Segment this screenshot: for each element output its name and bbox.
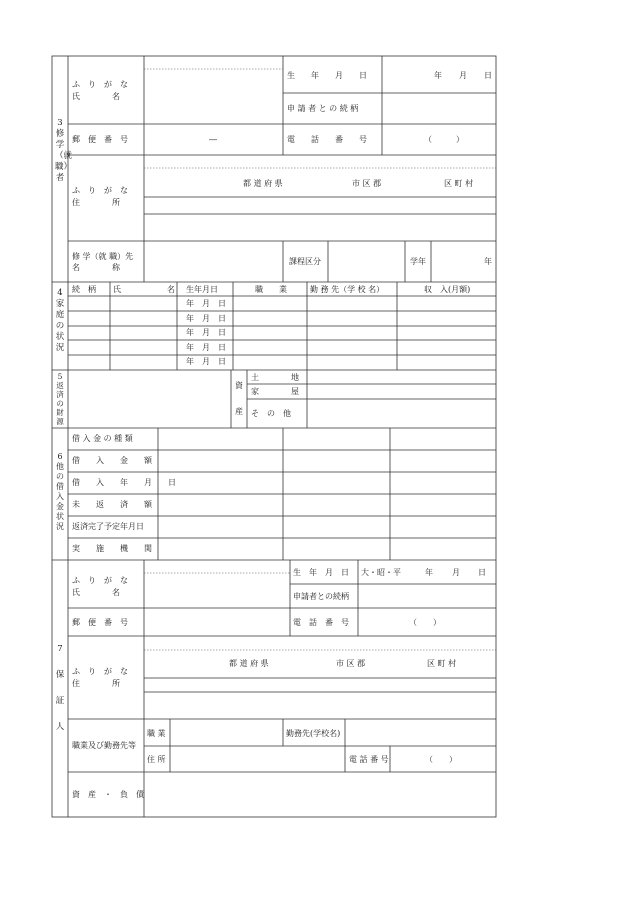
s7-assets-liabilities-label: 資 産 ・ 負 債 bbox=[72, 790, 144, 799]
s4-row-date: 年 月 日 bbox=[186, 328, 226, 337]
s4-income-header: 収 入(月額) bbox=[424, 285, 471, 294]
s4-birthdate-header: 生年月日 bbox=[186, 285, 218, 294]
section-7-heading: 7保証人 bbox=[55, 644, 65, 732]
s3-phone-paren: （ ） bbox=[424, 135, 464, 144]
s5-land-label: 土 地 bbox=[251, 373, 299, 382]
s7-town-label: 区 町 村 bbox=[427, 659, 457, 668]
section-6-heading: 6他の借入金状況 bbox=[56, 452, 64, 531]
s4-name-header-2: 名 bbox=[167, 285, 175, 294]
s3-school-label-1: 修 学（就 職）先 bbox=[72, 252, 134, 261]
s4-row-date: 年 月 日 bbox=[186, 357, 226, 366]
section-3-heading: 3修学（就職）者 bbox=[55, 118, 73, 183]
s7-month-unit: 月 bbox=[452, 568, 460, 577]
s7-phone2-paren: （ ） bbox=[425, 755, 457, 764]
s6-completion-label: 返済完了予定年月日 bbox=[72, 522, 144, 531]
s4-row-date: 年 月 日 bbox=[186, 299, 226, 308]
s3-day-unit: 日 bbox=[484, 71, 492, 80]
s7-address-furigana-label: ふ り が な bbox=[72, 667, 128, 676]
s7-prefecture-label: 都 道 府 県 bbox=[229, 659, 269, 668]
s7-occupation-label: 職 業 bbox=[147, 729, 166, 738]
s7-occupation-workplace-label: 職業及び勤務先等 bbox=[72, 741, 136, 750]
s3-relationship-label: 申 請 者 と の 続 柄 bbox=[287, 104, 359, 113]
s7-postal-label: 郵 便 番 号 bbox=[72, 618, 128, 627]
s6-loan-amount-label: 借 入 金 額 bbox=[72, 456, 152, 465]
s7-birthdate-label: 生 年 月 日 bbox=[293, 568, 349, 577]
s7-year-unit: 年 bbox=[425, 568, 433, 577]
s7-city-label: 市 区 郡 bbox=[336, 659, 366, 668]
s6-loan-date-label: 借 入 年 月 日 bbox=[72, 478, 176, 487]
s3-course-label: 課程区分 bbox=[289, 257, 321, 266]
s4-row-date: 年 月 日 bbox=[186, 343, 226, 352]
s6-unpaid-label: 未 返 済 額 bbox=[72, 500, 152, 509]
s7-workplace-label: 勤務先(学校名) bbox=[286, 729, 341, 738]
s3-furigana-label: ふ り が な bbox=[72, 80, 128, 89]
s3-phone-label: 電 話 番 号 bbox=[287, 135, 367, 144]
s7-name-label: 氏 名 bbox=[72, 588, 120, 597]
s3-name-label: 氏 名 bbox=[72, 92, 120, 101]
s4-occupation-header: 職 業 bbox=[255, 285, 287, 294]
s3-birthdate-label: 生 年 月 日 bbox=[287, 71, 367, 80]
s5-house-label: 家 屋 bbox=[251, 387, 299, 396]
s3-address-label: 住 所 bbox=[72, 198, 120, 207]
s3-town-label: 区 町 村 bbox=[444, 179, 474, 188]
s3-year-unit: 年 bbox=[434, 71, 442, 80]
s4-relationship-header: 続 柄 bbox=[72, 285, 96, 294]
s3-grade-unit: 年 bbox=[484, 257, 492, 266]
s3-grade-label: 学年 bbox=[410, 257, 426, 266]
s7-phone2-label: 電 話 番 号 bbox=[349, 755, 389, 764]
s3-prefecture-label: 都 道 府 県 bbox=[243, 179, 283, 188]
s4-workplace-header: 勤 務 先（学 校 名） bbox=[310, 285, 385, 294]
s5-other-label: そ の 他 bbox=[251, 409, 291, 418]
s7-era-options: 大・昭・平 bbox=[361, 568, 401, 577]
s7-address-label: 住 所 bbox=[72, 679, 120, 688]
s5-asset-label-2: 産 bbox=[235, 407, 243, 416]
s7-relationship-label: 申請者との続柄 bbox=[293, 592, 349, 601]
s7-phone-paren: （ ） bbox=[409, 618, 441, 627]
section-5-heading: 5返済の財源 bbox=[56, 372, 64, 426]
s7-furigana-label: ふ り が な bbox=[72, 576, 128, 585]
s5-asset-label-1: 資 bbox=[235, 381, 243, 390]
s3-month-unit: 月 bbox=[459, 71, 467, 80]
s7-address2-label: 住 所 bbox=[147, 755, 166, 764]
s3-school-label-2: 名 称 bbox=[72, 263, 120, 272]
s3-postal-label: 郵 便 番 号 bbox=[72, 135, 128, 144]
s7-phone-label: 電 話 番 号 bbox=[293, 618, 349, 627]
s7-day-unit: 日 bbox=[478, 568, 486, 577]
s3-address-furigana-label: ふ り が な bbox=[72, 186, 128, 195]
s3-postal-dash: ― bbox=[209, 135, 217, 144]
section-4-heading: 4家庭の状況 bbox=[55, 288, 65, 353]
s4-row-date: 年 月 日 bbox=[186, 314, 226, 323]
s6-institution-label: 実 施 機 関 bbox=[72, 544, 152, 553]
s6-loan-type-label: 借 入 金 の 種 類 bbox=[72, 434, 133, 443]
s4-name-header-1: 氏 bbox=[113, 285, 121, 294]
s3-city-label: 市 区 郡 bbox=[352, 179, 382, 188]
